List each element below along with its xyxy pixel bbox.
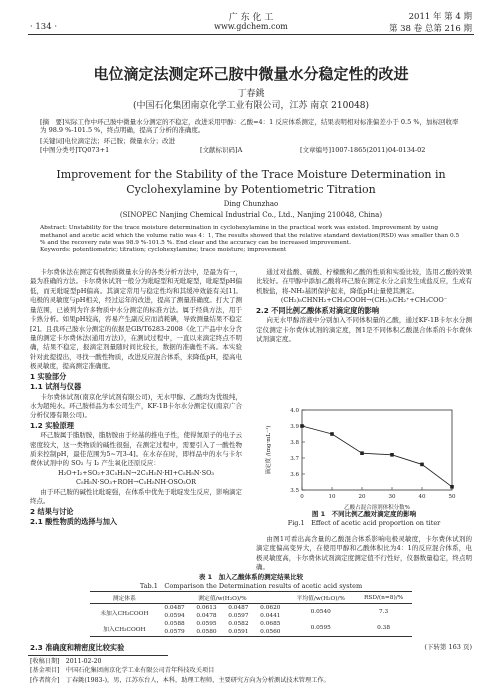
table-cell: 0.0582 [228, 621, 249, 627]
table-row [90, 620, 412, 628]
continued-note: (下转第 163 页) [424, 643, 472, 651]
right-column-top [256, 268, 472, 344]
table-cell: 0.0487 [164, 605, 185, 611]
data-point [360, 451, 364, 455]
table-header: 测定体系 [112, 596, 136, 602]
y-tick-label: 3.7 [290, 456, 299, 462]
y-tick-label: 3.8 [290, 440, 299, 446]
author-bio: [作者简介] 丁春銚(1983-)，男，江苏东台人，本科，助理工程师，主要研究方向为分析测试技术管理工作。 [30, 676, 330, 684]
x-tick-label: 40 [418, 494, 426, 500]
section-1-heading: 1 实验部分 [30, 371, 67, 381]
issue-info: 2011 年 第 4 期 [408, 12, 472, 22]
data-point [420, 463, 424, 467]
keywords-en: Keywords: potentiometric; titration; cyclohexylamine; trace moisture; improvement [40, 247, 287, 253]
affiliation-en: (SINOPEC Nanjing Chemical Industrial Co., Ltd., Nanjing 210048, China) [119, 211, 383, 219]
results-table [90, 591, 412, 637]
section-1-1-heading: 1.1 试剂与仪器 [30, 382, 82, 392]
x-tick-label: 50 [448, 494, 456, 500]
formula-1: H₂O+I₂+SO₂+3C₅H₅N→2C₅H₅N·HI+C₅H₅N·SO₃ [57, 468, 215, 477]
section-2-3 [30, 643, 280, 653]
table-cell-rsd: 0.38 [377, 625, 391, 631]
ratio-paragraph: 向无水甲醇溶液中分别加入不同体积量的乙酸，通过KF-1B卡尔水分测定仪测定卡尔费休试剂的滴定度，图1是不同体积乙酸混合体系的卡尔费休试剂滴定度。 [256, 316, 472, 343]
table-cell-system: 加入CH₃COOH [103, 626, 146, 633]
table-title-cn: 表 1 加入乙酸体系的测定结果比较 [198, 573, 304, 581]
table-cell: 0.0595 [196, 621, 217, 627]
acid-selection-paragraph: 通过对盐酸、硫酸、柠檬酸和乙酸的性质和实验比较，选用乙酸的效果比较好。在甲醇中添加乙酸将环己胺在测定水分之前发生成盐反应，生成有机胺盐，将-NH₂基团保护起来，降低pH止量使其测定。 [256, 268, 472, 295]
x-tick-label: 20 [358, 494, 366, 500]
section-2-heading: 2 结果与讨论 [30, 506, 74, 516]
keywords-cn: [关键词]电位滴定法；环己胺；微量水分；改进 [40, 137, 176, 145]
table-cell: 0.0487 [228, 605, 249, 611]
y-tick-label: 3.5 [290, 488, 299, 494]
principle-paragraph: 环己胺属于脂肪胺，脂肪胺由于烃基的推电子性，使得氮原子的电子云密度较大，这一类物质的碱性很强，在测定过程中，需要引入了一酸性物质来控制pH，最佳范围为5~7[3-4]。在水存在时，即样品中的水与卡尔费休试剂中的 SO₂ 与 I₂ 产生氧化还原反应： [30, 431, 242, 468]
right-column-bottom [256, 535, 472, 573]
titer-chart [256, 402, 472, 510]
x-tick-label: 10 [328, 494, 336, 500]
table-header: 平均值/w(H₂O)/% [296, 596, 345, 602]
intro-paragraph: 卡尔费休法在测定有机物质微量水分的各类分析方法中，是最为有一，最为准确的方法。卡尔费休试剂一般分为吡啶型和无吡啶型，吡啶型pH偏低，而无吡啶型pH偏高。其滴定常用与稳定性均和其缓冲效能有关[1]。电极的灵敏度与pH相关，经过运年的改进，提高了测量准确度。打大了测量范围，已被列为许多物质中水分测定的标准方法。属于经典方法，用于卡熟分析。如果pH较高，容易产生副反应而消耗碘，导致测量结果不稳定[2]。且我环己胺水分测定的依据是GB/T6283-2008《化工产品中水分含量的测定卡尔费休法(通用方法)》，在测试过程中，一直以来滴定终点不明确，结果不稳定，报滴定剂量随时间比较长，数据的准确性不高。本实验针对此提提出，寻找一酸性物质，改进反应混合体系，来降低pH，提高电极灵敏度，提高测定准确度。 [30, 268, 242, 371]
figure-caption-cn: 图 1 不同比例乙酸对滴定度的影响 [311, 510, 417, 518]
abstract-en: Abstract: Unstability for the trace moisture determination in cyclohexylamine in the practical work was existed. Improvement by using methanol and acetic acid which the volume ratio was 4：1, The results showed that the relative standard deviation(RSD) was smaller than 0.5 % and the recovery rate was 98.9 %-101.5 %. End clear and the accuracy can be increased improvement. [40, 225, 460, 247]
table-cell: 0.0594 [164, 613, 185, 619]
title-en: Improvement for the Stability of the Trace Moisture Determination in Cyclohexylamine by Potentiometric Titration [56, 168, 446, 196]
section-1-2-heading: 1.2 实验原理 [30, 420, 74, 430]
journal-name: 广 东 化 工 [228, 13, 274, 23]
figure-caption-en: Fig.1 Effect of acetic acid proportion on titer [287, 519, 441, 528]
y-tick-label: 3.9 [290, 424, 299, 430]
doc-code: [文献标识码]A [200, 146, 243, 154]
reaction-paragraph: 由于环己胺的碱性比吡啶强，在体系中优先于吡啶发生反应，影响滴定终点。 [30, 487, 242, 506]
table-cell-average: 0.0540 [310, 609, 331, 615]
table-title-en: Tab.1 Comparison the Determination results of acetic acid system [139, 582, 363, 590]
table-cell: 0.0560 [260, 629, 281, 635]
table-header-row [90, 592, 412, 604]
section-2-1-heading: 2.1 酸性物质的选择与加入 [30, 517, 118, 527]
table-header: RSD/(n=8)/% [363, 594, 404, 601]
data-point [330, 432, 334, 436]
reagents-paragraph: 卡尔费休试剂(南京化学试剂有限公司)，无水甲醇、乙酸均为优级纯，水为超纯水。环己胺样品为本公司生产，KF-1B卡尔水分测定仪(南京广合分析仪器有限公司)。 [30, 392, 242, 420]
table-cell: 0.0620 [260, 605, 281, 611]
footer [30, 657, 472, 685]
series-line [302, 426, 452, 487]
section-2-2-heading: 2.2 不同比例乙酸体系对滴定度的影响 [256, 305, 380, 315]
table-cell: 0.0579 [164, 629, 185, 635]
title-cn: 电位滴定法测定环己胺中微量水分稳定性的改进 [93, 65, 409, 83]
table-cell: 0.0591 [228, 629, 249, 635]
table-cell: 0.0597 [228, 613, 249, 619]
table-cell-rsd: 7.3 [378, 609, 389, 615]
y-axis-label: 滴定度 /(mg·mL⁻¹) [266, 425, 272, 475]
x-tick-label: 30 [388, 494, 396, 500]
data-point [450, 485, 454, 489]
author-en: Ding Chunzhao [223, 200, 279, 208]
class-number: [中图分类号]TQ073+1 [40, 146, 110, 154]
fund-info: [基金项目] 中国石化集团南京化学工业有限公司青年科技攻关项目 [30, 667, 215, 675]
y-tick-label: 4.0 [290, 408, 299, 414]
table-cell: 0.0613 [196, 605, 217, 611]
author-cn: 丁春銚 [237, 89, 265, 99]
table-cell: 0.0580 [196, 629, 217, 635]
x-axis-label: 乙酸占混合溶剂体积分数% [344, 505, 410, 510]
received-date: [收稿日期] 2011-02-20 [30, 658, 102, 665]
footer-rule [28, 655, 168, 656]
data-point [300, 424, 304, 428]
table-cell: 0.0478 [196, 613, 217, 619]
left-column [30, 268, 242, 527]
figure-discussion-paragraph: 由图1可看出高含量的乙酸混合体系影响电极灵敏度，卡尔费休试剂的滴定度偏高变异大，在使用甲醇和乙酸体积比为4：1的反应混合体系，电极灵敏度高，卡尔费休试剂滴定度测定值不行性好，仪器数量稳定，终点明确。 [256, 535, 472, 572]
page-number: · 134 · [30, 22, 58, 32]
formula-3: (CH₂)₅CHNH₂+CH₃COOH→(CH₂)₅CH₂⁺+CH₃COO⁻ [280, 296, 448, 305]
abstract-cn: [摘 要]实际工作中环己胺中微量水分测定的不稳定，改进采用甲醇：乙酸=4：1 反应体系测定，结果表明相对标准偏差小于 0.5 %，加标回收率为 98.9 %-101.5 %，终点明确，提高了分析的准确度。 [40, 118, 459, 135]
volume-info: 第 38 卷 总第 216 期 [388, 24, 472, 34]
table-cell: 0.0588 [164, 621, 185, 627]
affiliation-cn: (中国石化集团南京化学工业有限公司，江苏 南京 210048) [132, 101, 370, 111]
x-tick-label: 0 [300, 494, 304, 500]
table-header: 测定值/w(H₂O)/% [198, 596, 247, 602]
header-rule [28, 34, 474, 35]
section-2-3-heading: 2.3 准确度和精密度比较实验 [30, 643, 125, 652]
table-cell-average: 0.0595 [310, 625, 331, 631]
table-cell: 0.0685 [260, 621, 281, 627]
table-row [90, 604, 412, 613]
table-cell-system: 未加入CH₃COOH [100, 610, 149, 617]
article-number: [文章编号]1007-1865(2011)04-0134-02 [300, 146, 426, 154]
y-tick-label: 3.6 [290, 472, 299, 478]
table-cell: 0.0441 [260, 613, 281, 619]
formula-2: C₅H₅N·SO₃+ROH→C₅H₅NH·OSO₂OR [76, 478, 196, 487]
figure-caption [256, 510, 472, 529]
plot-frame [302, 410, 452, 490]
data-point [390, 453, 394, 457]
journal-site: www.gdchem.com [214, 22, 288, 31]
